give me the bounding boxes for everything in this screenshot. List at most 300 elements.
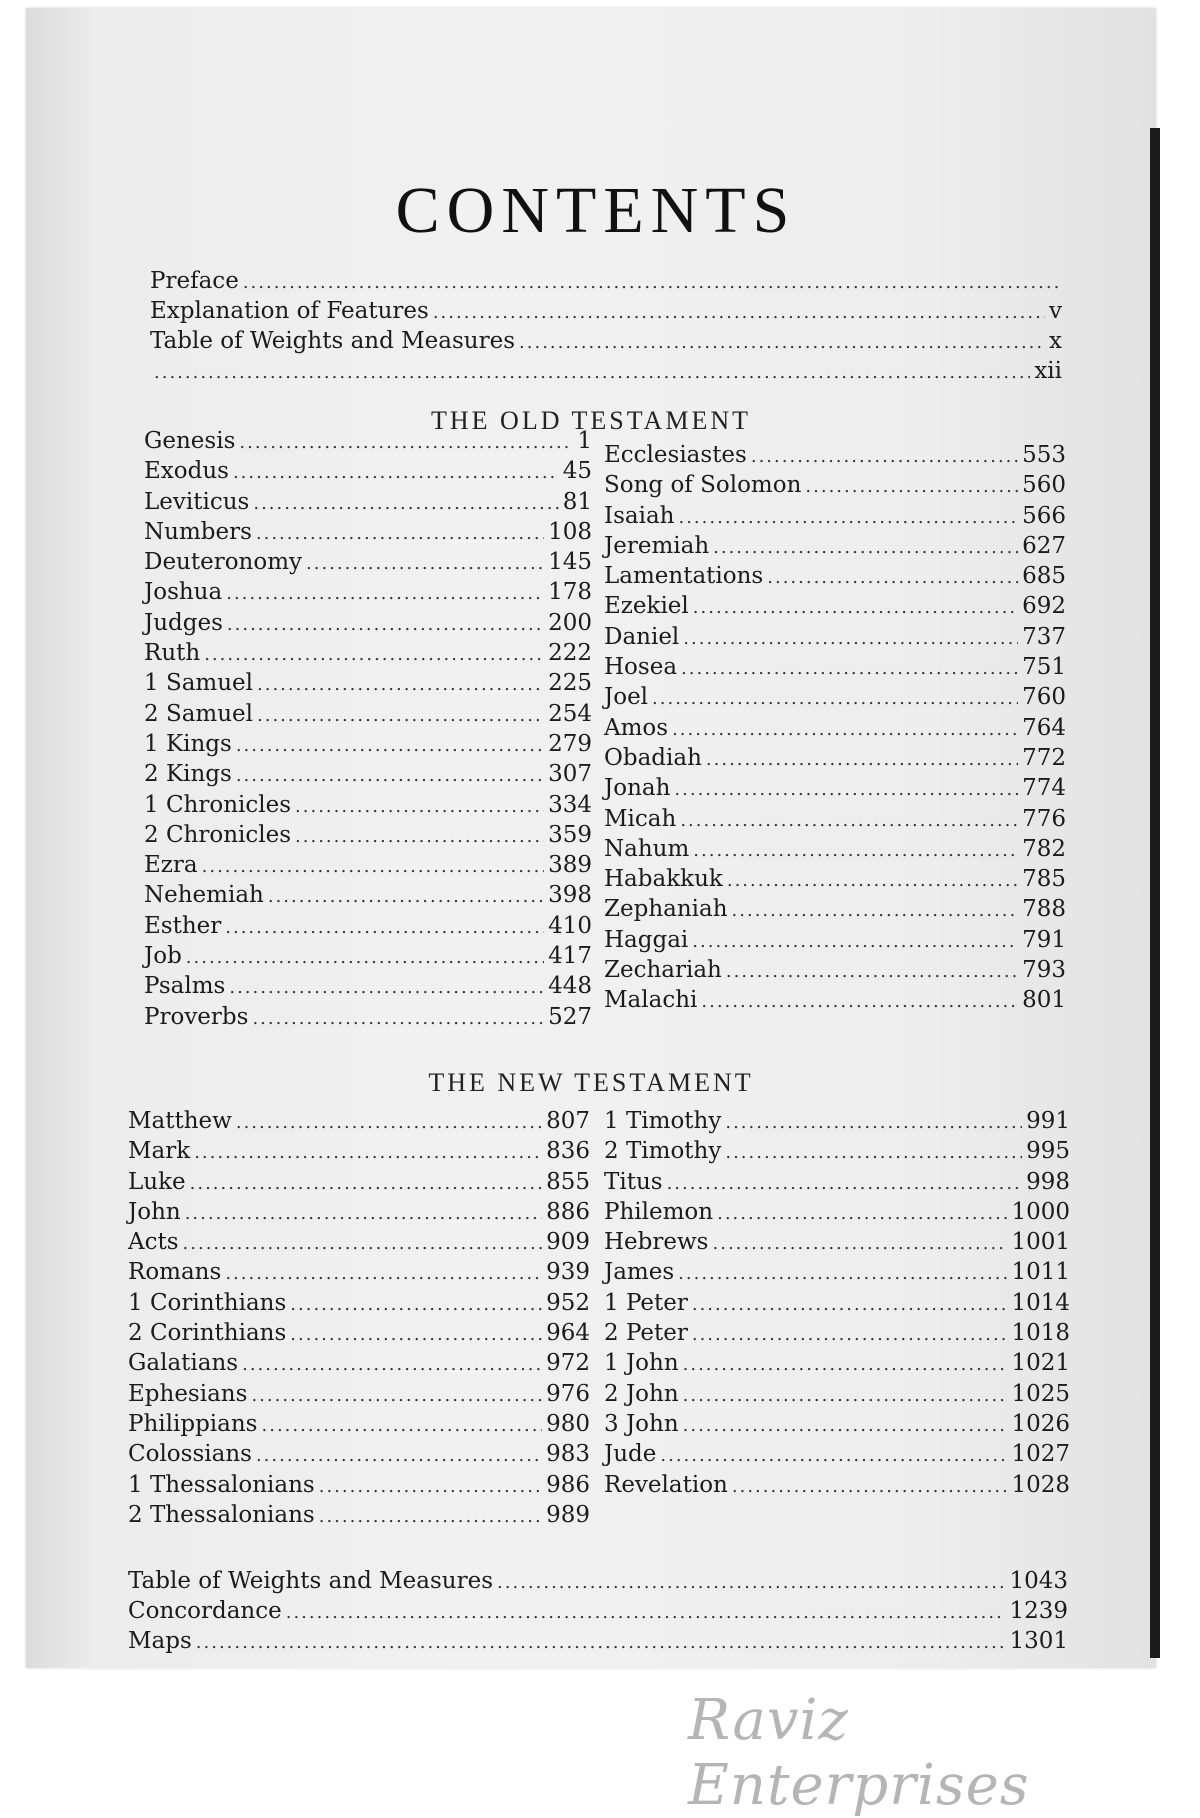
toc-entry xyxy=(144,731,592,761)
dot-leader xyxy=(674,779,1018,800)
toc-entry-title: Deuteronomy xyxy=(144,549,303,576)
toc-entry-title: Jeremiah xyxy=(604,532,710,559)
toc-entry-page: 1001 xyxy=(1011,1229,1070,1256)
toc-entry-title: 2 Kings xyxy=(144,761,232,788)
toc-entry xyxy=(128,1290,590,1320)
toc-entry-title: Preface xyxy=(150,268,239,294)
toc-entry-title: Esther xyxy=(144,912,222,939)
toc-entry xyxy=(128,1138,590,1168)
toc-entry-title: Jonah xyxy=(604,775,671,802)
toc-entry xyxy=(604,896,1066,926)
toc-entry xyxy=(144,579,592,609)
dot-leader xyxy=(713,537,1018,558)
toc-entry-page: 527 xyxy=(548,1003,592,1030)
toc-entry-page: 398 xyxy=(548,882,592,909)
toc-entry-page: 980 xyxy=(546,1410,590,1437)
toc-entry-page: 359 xyxy=(548,821,592,848)
dot-leader xyxy=(183,1233,543,1254)
toc-entry-title: Job xyxy=(144,943,182,970)
dot-leader xyxy=(319,1476,542,1497)
toc-entry-title: 1 Chronicles xyxy=(144,791,292,818)
dot-leader xyxy=(295,826,544,847)
toc-entry-page: 782 xyxy=(1022,835,1066,862)
toc-entry-page: 553 xyxy=(1022,442,1066,468)
toc-entry-page: 776 xyxy=(1022,805,1066,832)
toc-entry-title: Obadiah xyxy=(604,744,702,771)
toc-entry xyxy=(144,640,592,670)
toc-entry xyxy=(144,458,592,488)
toc-entry xyxy=(144,701,592,731)
toc-entry xyxy=(604,836,1066,866)
toc-entry-page: 1025 xyxy=(1011,1380,1070,1407)
toc-entry-title: Song of Solomon xyxy=(604,472,802,499)
toc-entry xyxy=(128,1320,590,1350)
toc-entry-page: 45 xyxy=(562,458,592,485)
toc-entry-page: 764 xyxy=(1022,714,1066,741)
dot-leader xyxy=(236,735,544,756)
dot-leader xyxy=(229,977,544,998)
toc-entry xyxy=(604,563,1066,593)
toc-entry-title: Habakkuk xyxy=(604,866,723,893)
dot-leader xyxy=(680,810,1018,831)
toc-entry-page: 334 xyxy=(548,791,592,818)
book-cover-edge xyxy=(1150,128,1160,1658)
toc-entry-page: 836 xyxy=(546,1138,590,1165)
toc-entry-title: Matthew xyxy=(128,1108,232,1134)
toc-entry xyxy=(150,328,1062,358)
toc-entry-page: 855 xyxy=(546,1168,590,1195)
toc-entry xyxy=(604,927,1066,957)
dot-leader xyxy=(236,765,544,786)
toc-entry-title: 2 Timothy xyxy=(604,1138,722,1165)
toc-entry-page: 909 xyxy=(546,1229,590,1256)
toc-entry-title: 2 Peter xyxy=(604,1320,688,1347)
toc-entry-title: 1 John xyxy=(604,1350,679,1377)
toc-entry xyxy=(144,943,592,973)
toc-entry-title: Daniel xyxy=(604,623,680,650)
toc-entry-title: Leviticus xyxy=(144,488,250,515)
toc-entry xyxy=(150,358,1062,388)
toc-entry xyxy=(128,1229,590,1259)
toc-entry xyxy=(128,1411,590,1441)
toc-entry-page: 751 xyxy=(1022,654,1066,681)
dot-leader xyxy=(713,1233,1008,1254)
toc-entry-title: James xyxy=(604,1259,675,1286)
dot-leader xyxy=(194,1142,542,1163)
dot-leader xyxy=(692,1294,1008,1315)
toc-entry-title: Colossians xyxy=(128,1441,252,1468)
toc-entry-title: Maps xyxy=(128,1628,192,1654)
dot-leader xyxy=(519,332,1045,353)
dot-leader xyxy=(678,507,1018,528)
dot-leader xyxy=(226,583,544,604)
dot-leader xyxy=(253,493,558,514)
toc-entry xyxy=(604,1320,1070,1350)
toc-entry-page: 952 xyxy=(546,1289,590,1316)
toc-entry xyxy=(604,624,1066,654)
toc-entry-page: x xyxy=(1049,328,1062,354)
toc-entry-title: Nahum xyxy=(604,835,690,862)
toc-entry xyxy=(604,806,1066,836)
toc-entry-title: Titus xyxy=(604,1168,663,1195)
toc-entry-title: Mark xyxy=(128,1138,191,1165)
toc-entry xyxy=(144,822,592,852)
toc-entry-title: 1 Timothy xyxy=(604,1108,722,1134)
old-testament-left-column xyxy=(144,428,592,1034)
toc-entry xyxy=(604,1411,1070,1441)
toc-entry xyxy=(604,1350,1070,1380)
dot-leader xyxy=(190,1173,542,1194)
toc-entry xyxy=(604,1441,1070,1471)
dot-leader xyxy=(725,1112,1022,1133)
dot-leader xyxy=(319,1506,542,1527)
dot-leader xyxy=(306,553,544,574)
toc-entry xyxy=(144,428,592,458)
toc-entry-page: 1011 xyxy=(1011,1259,1070,1286)
toc-entry-title: Micah xyxy=(604,805,677,832)
book-page xyxy=(26,8,1156,1668)
toc-entry xyxy=(144,882,592,912)
dot-leader xyxy=(225,917,544,938)
dot-leader xyxy=(239,432,573,453)
toc-entry-title: 3 John xyxy=(604,1410,679,1437)
dot-leader xyxy=(732,1476,1008,1497)
toc-entry-title: Jude xyxy=(604,1441,657,1468)
dot-leader xyxy=(701,991,1018,1012)
dot-leader xyxy=(678,1263,1007,1284)
toc-entry xyxy=(128,1598,1068,1628)
toc-entry-page: 81 xyxy=(562,488,592,515)
toc-entry xyxy=(128,1199,590,1229)
toc-entry-page: 225 xyxy=(548,670,592,697)
toc-entry xyxy=(604,593,1066,623)
toc-entry-page: 1027 xyxy=(1011,1441,1070,1468)
dot-leader xyxy=(706,749,1018,770)
toc-entry-page: 1026 xyxy=(1011,1410,1070,1437)
dot-leader xyxy=(295,796,544,817)
toc-entry xyxy=(604,684,1066,714)
toc-entry xyxy=(604,1472,1070,1502)
toc-entry-page: 964 xyxy=(546,1320,590,1347)
toc-entry-page: 1028 xyxy=(1011,1471,1070,1498)
dot-leader xyxy=(185,1203,542,1224)
old-testament-right-column xyxy=(604,442,1066,1018)
toc-entry xyxy=(604,1138,1070,1168)
toc-entry-title: Ezra xyxy=(144,852,198,879)
toc-entry-page: 692 xyxy=(1022,593,1066,620)
toc-entry xyxy=(144,519,592,549)
dot-leader xyxy=(805,476,1018,497)
toc-entry xyxy=(144,549,592,579)
dot-leader xyxy=(751,446,1018,467)
toc-entry-title: 2 Samuel xyxy=(144,700,254,727)
toc-entry-title: Hebrews xyxy=(604,1229,709,1256)
toc-entry-page: 1000 xyxy=(1011,1198,1070,1225)
toc-entry-page: 986 xyxy=(546,1471,590,1498)
toc-entry xyxy=(144,610,592,640)
dot-leader xyxy=(681,658,1018,679)
toc-entry xyxy=(604,866,1066,896)
toc-entry xyxy=(604,654,1066,684)
new-testament-heading: THE NEW TESTAMENT xyxy=(428,1068,754,1097)
toc-entry xyxy=(128,1502,590,1532)
toc-entry-page: 410 xyxy=(548,912,592,939)
toc-entry xyxy=(604,775,1066,805)
toc-entry xyxy=(604,987,1066,1017)
toc-entry-page: 222 xyxy=(548,640,592,667)
dot-leader xyxy=(667,1173,1023,1194)
toc-entry-page: 737 xyxy=(1022,623,1066,650)
toc-entry-title: Judges xyxy=(144,609,223,636)
watermark-signature: Raviz Enterprises xyxy=(688,1688,1030,1818)
toc-entry-page: 566 xyxy=(1022,502,1066,529)
toc-entry-page: 760 xyxy=(1022,684,1066,711)
toc-entry xyxy=(604,1169,1070,1199)
toc-entry-page: 279 xyxy=(548,730,592,757)
toc-entry xyxy=(604,533,1066,563)
page-title: CONTENTS xyxy=(395,174,797,247)
toc-entry-title: 2 Chronicles xyxy=(144,821,292,848)
toc-entry xyxy=(128,1472,590,1502)
toc-entry-page: 1301 xyxy=(1009,1628,1068,1654)
dot-leader xyxy=(692,1324,1008,1345)
toc-entry xyxy=(604,442,1066,472)
toc-entry-page: 995 xyxy=(1026,1138,1070,1165)
toc-entry xyxy=(144,792,592,822)
toc-entry-title: Philemon xyxy=(604,1198,714,1225)
dot-leader xyxy=(225,1263,542,1284)
toc-entry xyxy=(604,472,1066,502)
toc-entry-title: Concordance xyxy=(128,1598,282,1624)
toc-entry-page: 1018 xyxy=(1011,1320,1070,1347)
toc-entry xyxy=(604,1108,1070,1138)
toc-entry-page: 976 xyxy=(546,1380,590,1407)
dot-leader xyxy=(683,628,1018,649)
toc-entry-page: 307 xyxy=(548,761,592,788)
dot-leader xyxy=(202,856,544,877)
toc-entry-title: Ecclesiastes xyxy=(604,442,747,468)
toc-entry-page: 972 xyxy=(546,1350,590,1377)
toc-entry-page: 807 xyxy=(546,1108,590,1134)
dot-leader xyxy=(256,1445,542,1466)
toc-entry-title: Philippians xyxy=(128,1410,258,1437)
toc-entry xyxy=(128,1108,590,1138)
toc-entry-page: 389 xyxy=(548,852,592,879)
toc-entry-page: 1021 xyxy=(1011,1350,1070,1377)
toc-entry xyxy=(150,298,1062,328)
toc-entry-page: 200 xyxy=(548,609,592,636)
toc-entry-title: John xyxy=(128,1198,181,1225)
toc-entry xyxy=(604,1381,1070,1411)
toc-entry-title: Proverbs xyxy=(144,1003,249,1030)
toc-entry-page: 560 xyxy=(1022,472,1066,499)
toc-entry-title: 2 John xyxy=(604,1380,679,1407)
toc-entry-title: Psalms xyxy=(144,973,226,1000)
dot-leader xyxy=(252,1008,544,1029)
toc-entry-page: 448 xyxy=(548,973,592,1000)
dot-leader xyxy=(652,688,1018,709)
toc-entry xyxy=(604,503,1066,533)
toc-entry xyxy=(144,670,592,700)
dot-leader xyxy=(257,705,544,726)
toc-entry-title: Zephaniah xyxy=(604,896,728,923)
dot-leader xyxy=(233,462,559,483)
toc-entry-page: 886 xyxy=(546,1198,590,1225)
toc-entry-page: 774 xyxy=(1022,775,1066,802)
toc-entry xyxy=(604,745,1066,775)
dot-leader xyxy=(256,523,544,544)
dot-leader xyxy=(717,1203,1007,1224)
toc-entry xyxy=(144,761,592,791)
toc-entry-title: 1 Samuel xyxy=(144,670,254,697)
dot-leader xyxy=(727,870,1018,891)
toc-entry-page: xii xyxy=(1034,358,1062,384)
toc-entry-page: 417 xyxy=(548,943,592,970)
toc-entry-page: 627 xyxy=(1022,532,1066,559)
toc-entry-page: 685 xyxy=(1022,563,1066,590)
dot-leader xyxy=(196,1632,1006,1653)
toc-entry-page: 772 xyxy=(1022,744,1066,771)
toc-entry xyxy=(150,268,1062,298)
dot-leader xyxy=(286,1602,1006,1623)
dot-leader xyxy=(693,597,1018,618)
toc-entry-title: Table of Weights and Measures xyxy=(128,1568,494,1594)
dot-leader xyxy=(186,947,544,968)
toc-entry-page: 983 xyxy=(546,1441,590,1468)
toc-entry-title: Zechariah xyxy=(604,957,722,984)
toc-entry xyxy=(144,973,592,1003)
dot-leader xyxy=(243,272,1058,293)
toc-entry-title: Nehemiah xyxy=(144,882,264,909)
dot-leader xyxy=(726,961,1018,982)
toc-entry-title: 1 Thessalonians xyxy=(128,1471,315,1498)
toc-entry xyxy=(128,1259,590,1289)
toc-entry xyxy=(128,1350,590,1380)
new-testament-right-column xyxy=(604,1108,1070,1502)
dot-leader xyxy=(683,1415,1008,1436)
toc-entry xyxy=(144,913,592,943)
toc-entry-title: Acts xyxy=(128,1229,179,1256)
toc-entry-title: Genesis xyxy=(144,428,236,454)
dot-leader xyxy=(242,1354,542,1375)
toc-entry-title: Ezekiel xyxy=(604,593,689,620)
dot-leader xyxy=(204,644,544,665)
toc-entry xyxy=(604,957,1066,987)
front-matter-list xyxy=(150,268,1062,388)
dot-leader xyxy=(290,1294,542,1315)
toc-entry-title: Revelation xyxy=(604,1471,728,1498)
dot-leader xyxy=(692,931,1018,952)
toc-entry-page: 939 xyxy=(546,1259,590,1286)
toc-entry xyxy=(604,1259,1070,1289)
old-testament-heading: THE OLD TESTAMENT xyxy=(431,406,751,435)
back-matter-list xyxy=(128,1568,1068,1658)
toc-entry-title: 1 Kings xyxy=(144,730,232,757)
toc-entry xyxy=(128,1568,1068,1598)
toc-entry-page: 108 xyxy=(548,518,592,545)
toc-entry-title: Exodus xyxy=(144,458,229,485)
toc-entry-title: Hosea xyxy=(604,654,678,681)
toc-entry-page: 254 xyxy=(548,700,592,727)
dot-leader xyxy=(497,1572,1005,1593)
toc-entry xyxy=(144,1004,592,1034)
dot-leader xyxy=(683,1354,1008,1375)
toc-entry-page: 991 xyxy=(1026,1108,1070,1134)
dot-leader xyxy=(672,719,1018,740)
toc-entry xyxy=(144,489,592,519)
dot-leader xyxy=(268,886,544,907)
toc-entry-page: 145 xyxy=(548,549,592,576)
toc-entry-page: 1 xyxy=(577,428,592,454)
toc-entry-page: 801 xyxy=(1022,987,1066,1014)
toc-entry-page: 1239 xyxy=(1009,1598,1068,1624)
toc-entry-page: 998 xyxy=(1026,1168,1070,1195)
dot-leader xyxy=(236,1112,542,1133)
dot-leader xyxy=(290,1324,542,1345)
toc-entry xyxy=(604,715,1066,745)
toc-entry-title: Haggai xyxy=(604,926,689,953)
dot-leader xyxy=(693,840,1018,861)
toc-entry-title: Joel xyxy=(604,684,649,711)
toc-entry-page: 989 xyxy=(546,1501,590,1528)
toc-entry xyxy=(144,852,592,882)
toc-entry-title: 2 Corinthians xyxy=(128,1320,287,1347)
dot-leader xyxy=(154,362,1030,383)
toc-entry-title: Numbers xyxy=(144,518,252,545)
toc-entry-title: Isaiah xyxy=(604,502,675,529)
toc-entry xyxy=(128,1381,590,1411)
toc-entry xyxy=(604,1229,1070,1259)
toc-entry xyxy=(604,1199,1070,1229)
toc-entry-title: Ruth xyxy=(144,640,201,667)
dot-leader xyxy=(683,1385,1008,1406)
dot-leader xyxy=(767,567,1018,588)
toc-entry-title: Table of Weights and Measures xyxy=(150,328,516,354)
toc-entry-page: 788 xyxy=(1022,896,1066,923)
dot-leader xyxy=(732,900,1019,921)
dot-leader xyxy=(660,1445,1007,1466)
toc-entry-title: 1 Peter xyxy=(604,1289,688,1316)
toc-entry-page: 178 xyxy=(548,579,592,606)
toc-entry-page: v xyxy=(1049,298,1062,324)
dot-leader xyxy=(262,1415,543,1436)
toc-entry-title: 1 Corinthians xyxy=(128,1289,287,1316)
toc-entry-title: Romans xyxy=(128,1259,222,1286)
toc-entry-title: Lamentations xyxy=(604,563,764,590)
toc-entry-page: 785 xyxy=(1022,866,1066,893)
dot-leader xyxy=(725,1142,1022,1163)
toc-entry-title: 2 Thessalonians xyxy=(128,1501,315,1528)
toc-entry xyxy=(128,1441,590,1471)
dot-leader xyxy=(257,674,544,695)
toc-entry-title: Ephesians xyxy=(128,1380,248,1407)
toc-entry-title: Amos xyxy=(604,714,669,741)
toc-entry-title: Joshua xyxy=(144,579,223,606)
toc-entry xyxy=(128,1169,590,1199)
toc-entry-title: Malachi xyxy=(604,987,698,1014)
toc-entry-title: Luke xyxy=(128,1168,186,1195)
new-testament-left-column xyxy=(128,1108,590,1532)
toc-entry xyxy=(604,1290,1070,1320)
toc-entry-page: 793 xyxy=(1022,957,1066,984)
toc-entry-page: 791 xyxy=(1022,926,1066,953)
dot-leader xyxy=(251,1385,542,1406)
dot-leader xyxy=(227,614,544,635)
toc-entry-title: Explanation of Features xyxy=(150,298,429,324)
dot-leader xyxy=(433,302,1045,323)
toc-entry-page: 1014 xyxy=(1011,1289,1070,1316)
toc-entry-page: 1043 xyxy=(1009,1568,1068,1594)
